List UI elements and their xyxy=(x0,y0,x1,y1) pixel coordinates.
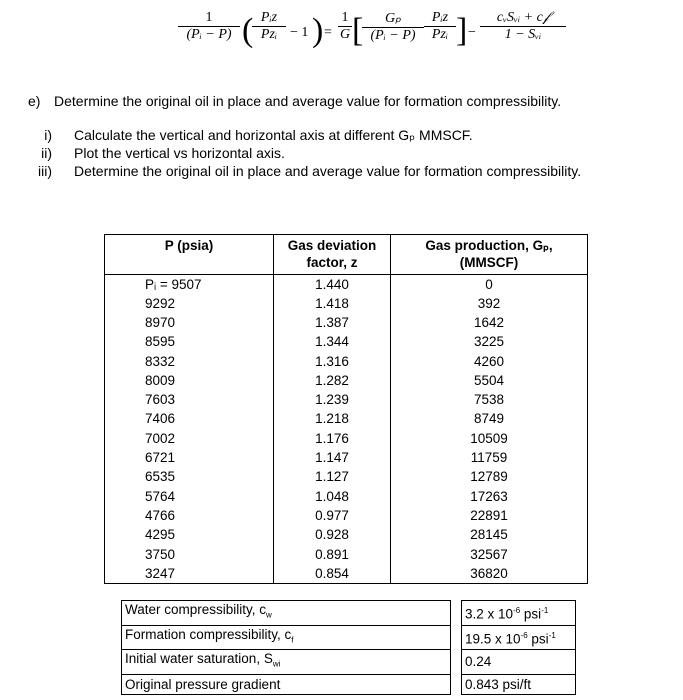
table-row xyxy=(105,313,588,332)
pressure-cell: 8009 xyxy=(105,371,274,390)
property-value: 0.843 psi/ft xyxy=(462,675,576,695)
table-row xyxy=(122,650,576,675)
step-index: ii) xyxy=(41,145,52,161)
bracket-denominator-1: (Pᵢ − P) xyxy=(362,27,424,44)
gas-production-cell: 11759 xyxy=(391,448,588,467)
table-row xyxy=(105,390,588,409)
pressure-cell: 8970 xyxy=(105,313,274,332)
bracket-fraction-2 xyxy=(424,10,456,43)
property-value: 0.24 xyxy=(462,650,576,675)
property-label: Initial water saturation, $S_{wi}$ xyxy=(122,650,451,675)
property-label: Water compressibility, $c_w$ xyxy=(122,601,451,626)
table-row xyxy=(105,468,588,487)
pressure-cell: 8595 xyxy=(105,333,274,352)
pressure-cell: Pᵢ = 9507 xyxy=(105,275,274,295)
step-text: Plot the vertical vs horizontal axis. xyxy=(74,145,285,161)
step-text: Calculate the vertical and horizontal axis at different Gₚ MMSCF. xyxy=(74,127,473,143)
table-row xyxy=(105,352,588,371)
z-factor-cell: 1.239 xyxy=(274,390,391,409)
step-text: Determine the original oil in place and average value for formation compressibility. xyxy=(74,163,582,179)
last-numerator: cᵥSᵥᵢ + c𝒻 xyxy=(496,10,550,25)
pressure-cell: 4766 xyxy=(105,506,274,525)
table-row xyxy=(105,294,588,313)
paren-fraction xyxy=(252,10,286,43)
table-row xyxy=(105,506,588,525)
list-item xyxy=(34,162,581,180)
gas-production-cell: 17263 xyxy=(391,487,588,506)
paren-numerator: Pᵢz xyxy=(260,10,278,25)
gas-production-cell: 36820 xyxy=(391,564,588,584)
equation xyxy=(178,8,578,64)
gas-production-cell: 3225 xyxy=(391,333,588,352)
bracket-denominator-2: Pzᵢ xyxy=(424,26,456,43)
close-paren: ) xyxy=(312,12,324,49)
z-factor-cell: 1.176 xyxy=(274,429,391,448)
table-row xyxy=(105,275,588,295)
rhs-denominator: G xyxy=(340,27,351,42)
gas-production-cell: 22891 xyxy=(391,506,588,525)
pressure-cell: 8332 xyxy=(105,352,274,371)
z-factor-cell: 1.316 xyxy=(274,352,391,371)
header-pressure: P (psia) xyxy=(105,235,274,275)
pressure-cell: 6721 xyxy=(105,448,274,467)
rhs-fraction xyxy=(338,10,352,43)
header-gas-production: Gas production, Gₚ, (MMSCF) xyxy=(391,235,588,275)
paren-denominator: Pzᵢ xyxy=(252,26,286,43)
gas-production-cell: 5504 xyxy=(391,371,588,390)
z-factor-cell: 0.854 xyxy=(274,564,391,584)
z-factor-cell: 1.282 xyxy=(274,371,391,390)
lhs-fraction xyxy=(178,10,240,43)
bracket-numerator-1: Gₚ xyxy=(384,11,402,26)
pressure-cell: 9292 xyxy=(105,294,274,313)
gas-production-cell: 7538 xyxy=(391,390,588,409)
table-row xyxy=(105,545,588,564)
question-heading xyxy=(28,93,561,109)
step-index: iii) xyxy=(38,163,52,179)
gas-production-cell: 1642 xyxy=(391,313,588,332)
table-row xyxy=(105,410,588,429)
pressure-cell: 7603 xyxy=(105,390,274,409)
step-index: i) xyxy=(44,127,52,143)
rhs-numerator: 1 xyxy=(341,10,349,25)
z-factor-cell: 1.440 xyxy=(274,275,391,295)
steps-list xyxy=(34,126,581,180)
lhs-numerator: 1 xyxy=(205,10,213,25)
property-value: 3.2 x $10^{-6}$ psi$^{-1}$ xyxy=(462,601,576,626)
table-row xyxy=(105,564,588,584)
table-row xyxy=(105,429,588,448)
z-factor-cell: 0.928 xyxy=(274,526,391,545)
equals-sign: = xyxy=(324,25,332,40)
gas-production-cell: 0 xyxy=(391,275,588,295)
question-label: e) xyxy=(28,93,41,109)
pressure-cell: 4295 xyxy=(105,526,274,545)
table-row xyxy=(122,675,576,695)
z-factor-cell: 1.048 xyxy=(274,487,391,506)
pressure-cell: 7406 xyxy=(105,410,274,429)
gas-production-cell: 8749 xyxy=(391,410,588,429)
bracket-numerator-2: Pᵢz xyxy=(431,10,449,25)
pressure-cell: 3247 xyxy=(105,564,274,584)
gas-production-cell: 28145 xyxy=(391,526,588,545)
gas-production-cell: 12789 xyxy=(391,468,588,487)
property-label: Formation compressibility, $c_f$ xyxy=(122,625,451,650)
z-factor-cell: 0.891 xyxy=(274,545,391,564)
table-row xyxy=(105,371,588,390)
z-factor-cell: 1.344 xyxy=(274,333,391,352)
pressure-cell: 6535 xyxy=(105,468,274,487)
question-text: Determine the original oil in place and average value for formation compressibility. xyxy=(54,93,562,109)
z-factor-cell: 1.418 xyxy=(274,294,391,313)
table-row xyxy=(105,333,588,352)
table-row xyxy=(105,487,588,506)
table-row xyxy=(122,601,576,626)
gas-production-cell: 10509 xyxy=(391,429,588,448)
pressure-cell: 5764 xyxy=(105,487,274,506)
pressure-cell: 3750 xyxy=(105,545,274,564)
close-bracket: ] xyxy=(456,12,468,49)
gas-production-cell: 32567 xyxy=(391,545,588,564)
properties-table xyxy=(121,600,576,695)
pressure-cell: 7002 xyxy=(105,429,274,448)
table-row xyxy=(105,526,588,545)
property-value: 19.5 x $10^{-6}$ psi$^{-1}$ xyxy=(462,625,576,650)
property-label: Original pressure gradient xyxy=(122,675,451,695)
table-row xyxy=(122,625,576,650)
gas-production-cell: 392 xyxy=(391,294,588,313)
list-item xyxy=(34,126,581,144)
minus-sign: − xyxy=(468,25,476,40)
minus-one: − 1 xyxy=(290,25,309,40)
pressure-data-table xyxy=(104,234,588,584)
open-bracket: [ xyxy=(352,12,364,49)
z-factor-cell: 0.977 xyxy=(274,506,391,525)
z-factor-cell: 1.387 xyxy=(274,313,391,332)
table-row xyxy=(105,448,588,467)
list-item xyxy=(34,144,581,162)
last-denominator: 1 − Sᵥᵢ xyxy=(480,26,566,43)
gas-production-cell: 4260 xyxy=(391,352,588,371)
table-body xyxy=(105,275,588,584)
lhs-denominator: (Pᵢ − P) xyxy=(178,26,240,43)
z-factor-cell: 1.127 xyxy=(274,468,391,487)
z-factor-cell: 1.147 xyxy=(274,448,391,467)
header-z-factor: Gas deviation factor, z xyxy=(274,235,391,275)
bracket-fraction-1 xyxy=(362,10,424,44)
open-paren: ( xyxy=(242,12,254,49)
last-fraction xyxy=(480,10,566,43)
z-factor-cell: 1.218 xyxy=(274,410,391,429)
